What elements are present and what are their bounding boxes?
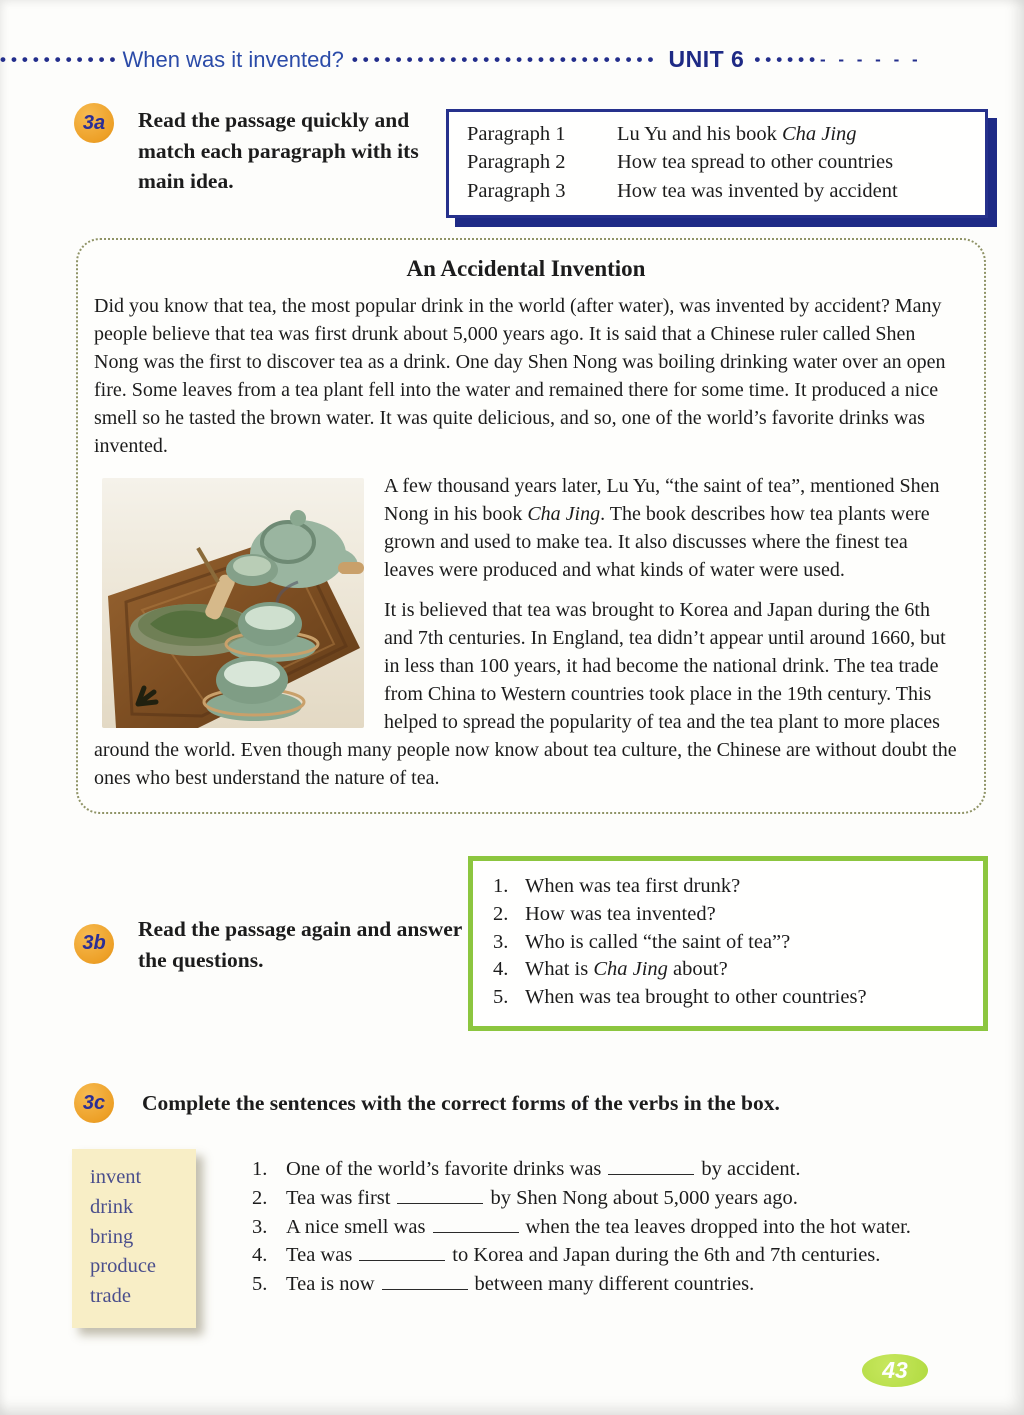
paragraph-label: Paragraph 2: [467, 151, 566, 174]
question-item: [493, 873, 967, 901]
page-header: [0, 0, 1024, 73]
match-row: [467, 120, 971, 148]
verb-option: bring: [90, 1225, 134, 1248]
question-text: What is Cha Jing about?: [525, 958, 728, 981]
activity-badge-3a: 3a: [74, 103, 114, 143]
passage-title: An Accidental Invention: [406, 255, 646, 281]
sentence-item: [252, 1155, 911, 1184]
question-item: [493, 929, 967, 957]
paragraph-main-idea: How tea spread to other countries: [617, 151, 894, 174]
sentence-text: A nice smell was when the tea leaves dropped into the hot water.: [286, 1215, 911, 1238]
answer-blank: [397, 1189, 483, 1204]
question-item: [493, 901, 967, 929]
tea-set-illustration: [102, 478, 364, 728]
question-text: How was tea invented?: [525, 902, 716, 925]
answer-blank: [359, 1246, 445, 1261]
question-text: When was tea brought to other countries?: [525, 986, 867, 1009]
section-3a: [74, 103, 988, 218]
sentence-number: 1.: [252, 1158, 268, 1181]
answer-blank: [608, 1160, 694, 1175]
paragraph-main-idea: How tea was invented by accident: [617, 179, 898, 202]
questions-box: [468, 856, 988, 1031]
answer-blank: [433, 1218, 519, 1233]
paragraph-main-idea: Lu Yu and his book Cha Jing: [617, 123, 857, 145]
paragraph-label: Paragraph 1: [467, 123, 566, 145]
question-number: 2.: [493, 902, 509, 925]
sentence-number: 4.: [252, 1244, 268, 1267]
question-text: Who is called “the saint of tea”?: [525, 930, 791, 953]
reading-passage: [76, 238, 986, 814]
page-number-badge: 43: [862, 1354, 928, 1387]
verb-option: invent: [90, 1166, 142, 1189]
sentence-text: Tea was first by Shen Nong about 5,000 years ago.: [286, 1186, 798, 1209]
unit-title: When was it invented?: [122, 46, 344, 72]
question-text: When was tea first drunk?: [525, 874, 741, 897]
header-dots-right: ••••••: [754, 49, 821, 69]
passage-paragraph-3: It is believed that tea was brought to Korea and Japan during the 6th and 7th centuries. In England, tea didn’t appear until around 1660, but in less than 100 years, it had become the national drink. The tea trade from China to Western countries took place in the 19th century. This helped to spread the popularity of tea and the tea plant to more places around the world. Even though many people now know about tea culture, the Chinese are without doubt the ones who best understand the nature of tea.: [94, 598, 957, 789]
fill-in-sentences: [252, 1149, 911, 1328]
sentence-number: 3.: [252, 1215, 268, 1238]
header-dashes-right: - - - - - -: [820, 49, 922, 69]
passage-paragraph-2: A few thousand years later, Lu Yu, “the saint of tea”, mentioned Shen Nong in his book Cha Jing. The book describes how tea plants were grown and used to make tea. It also discusses where the finest tea leaves were produced and what kinds of water were used.: [384, 474, 940, 581]
section-3b: [74, 856, 988, 1031]
unit-number: UNIT 6: [668, 46, 745, 72]
match-row: [467, 148, 971, 176]
verb-option: produce: [90, 1255, 157, 1278]
answer-blank: [382, 1275, 468, 1290]
match-row: [467, 177, 971, 205]
sentence-number: 2.: [252, 1186, 268, 1209]
verb-option: trade: [90, 1285, 131, 1308]
header-dots-middle: ••••••••••••••••••••••••••••: [351, 49, 659, 69]
passage-paragraph-1: Did you know that tea, the most popular drink in the world (after water), was invented by accident? Many people believe that tea was first drunk about 5,000 years ago. It is said that a Chinese ruler called Shen Nong was the first to discover tea as a drink. One day Shen Nong was boiling drinking water over an open fire. Some leaves from a tea plant fell into the water and remained there for some time. It produced a nice smell so he tasted the brown water. It was quite delicious, and so, one of the world’s favorite drinks was invented.: [94, 294, 946, 457]
question-item: [493, 956, 967, 984]
section-3c-body: [72, 1149, 988, 1328]
sentence-item: [252, 1213, 911, 1242]
tea-set-photo: [102, 478, 364, 728]
paragraph-match-box: [446, 109, 988, 218]
question-number: 1.: [493, 874, 509, 897]
activity-badge-3b: 3b: [74, 924, 114, 964]
activity-badge-3c: 3c: [74, 1083, 114, 1123]
verb-option: drink: [90, 1195, 134, 1218]
instruction-3a: Read the passage quickly and match each paragraph with its main idea.: [138, 108, 419, 194]
paragraph-label: Paragraph 3: [467, 179, 566, 202]
sentence-text: Tea was to Korea and Japan during the 6th and 7th centuries.: [286, 1244, 881, 1267]
sentence-item: [252, 1184, 911, 1213]
instruction-3c: Complete the sentences with the correct forms of the verbs in the box.: [142, 1090, 780, 1115]
sentence-text: Tea is now between many different countries.: [286, 1272, 755, 1295]
header-dots-left: •••••••••••: [0, 49, 121, 69]
section-3c-heading: [74, 1083, 988, 1123]
sentence-number: 5.: [252, 1272, 268, 1295]
question-number: 3.: [493, 930, 509, 953]
sentence-text: One of the world’s favorite drinks was by accident.: [286, 1158, 801, 1181]
question-number: 4.: [493, 958, 509, 981]
instruction-3b: Read the passage again and answer the questions.: [138, 917, 462, 972]
sentence-item: [252, 1270, 911, 1299]
question-item: [493, 984, 967, 1012]
sentence-item: [252, 1241, 911, 1270]
verb-box: [72, 1149, 196, 1328]
question-number: 5.: [493, 986, 509, 1009]
